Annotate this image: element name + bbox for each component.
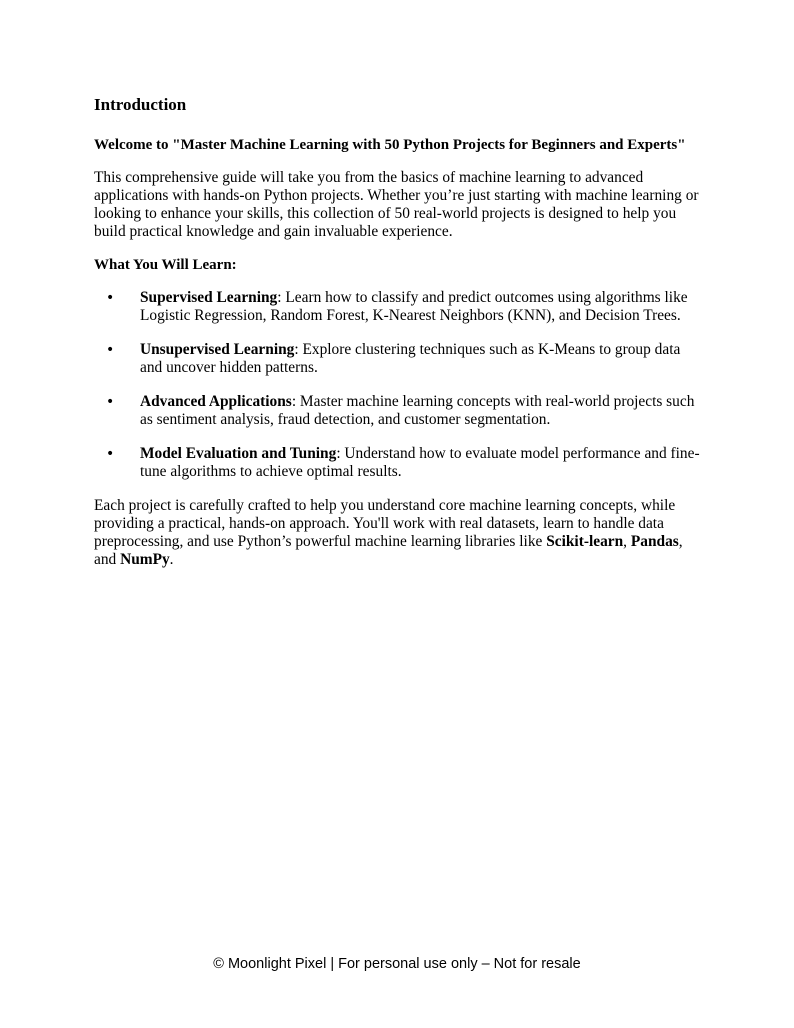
list-item-title: Model Evaluation and Tuning <box>140 445 337 462</box>
page-footer: © Moonlight Pixel | For personal use only – Not for resale <box>213 956 581 972</box>
library-scikit-learn: Scikit-learn <box>546 533 624 550</box>
list-item-title: Advanced Applications <box>140 393 292 410</box>
list-item-text: : Master machine learning concepts with real-world projects such as sentiment analysis, fraud detection, and customer segmentation. <box>140 393 695 428</box>
list-item-text: : Understand how to evaluate model performance and fine-tune algorithms to achieve optimal results. <box>140 445 700 480</box>
bullet-icon: • <box>106 446 115 462</box>
learn-list <box>94 289 706 481</box>
document-page <box>94 94 706 584</box>
closing-separator: , <box>623 533 631 550</box>
list-item <box>94 445 706 481</box>
learn-heading: What You Will Learn: <box>94 257 237 273</box>
list-item-title: Supervised Learning <box>140 289 278 306</box>
list-item-text: : Learn how to classify and predict outcomes using algorithms like Logistic Regression, Random Forest, K-Nearest Neighbors (KNN), and Decision Trees. <box>140 289 688 324</box>
closing-separator: , and <box>94 533 683 568</box>
list-item <box>94 393 706 429</box>
list-item-title: Unsupervised Learning <box>140 341 295 358</box>
list-item <box>94 341 706 377</box>
intro-paragraph: This comprehensive guide will take you from the basics of machine learning to advanced applications with hands-on Python projects. Whether you’re just starting with machine learning or looking to enhance your skills, this collection of 50 real-world projects is designed to help you build practical knowledge and gain invaluable experience. <box>94 169 699 240</box>
page-title: Introduction <box>94 95 187 114</box>
book-subtitle: Welcome to "Master Machine Learning with 50 Python Projects for Beginners and Experts" <box>94 137 686 153</box>
bullet-icon: • <box>106 342 115 358</box>
closing-paragraph <box>94 497 706 569</box>
list-item <box>94 289 706 325</box>
library-pandas: Pandas <box>630 533 679 550</box>
bullet-icon: • <box>106 394 115 410</box>
library-numpy: NumPy <box>120 551 170 568</box>
list-item-text: : Explore clustering techniques such as K-Means to group data and uncover hidden patterns. <box>140 341 681 376</box>
closing-text: Each project is carefully crafted to help you understand core machine learning concepts, while providing a practical, hands-on approach. You'll work with real datasets, learn to handle data preprocessing, and use Python’s powerful machine learning libraries like <box>94 497 676 550</box>
closing-end: . <box>169 551 174 568</box>
bullet-icon: • <box>106 290 115 306</box>
